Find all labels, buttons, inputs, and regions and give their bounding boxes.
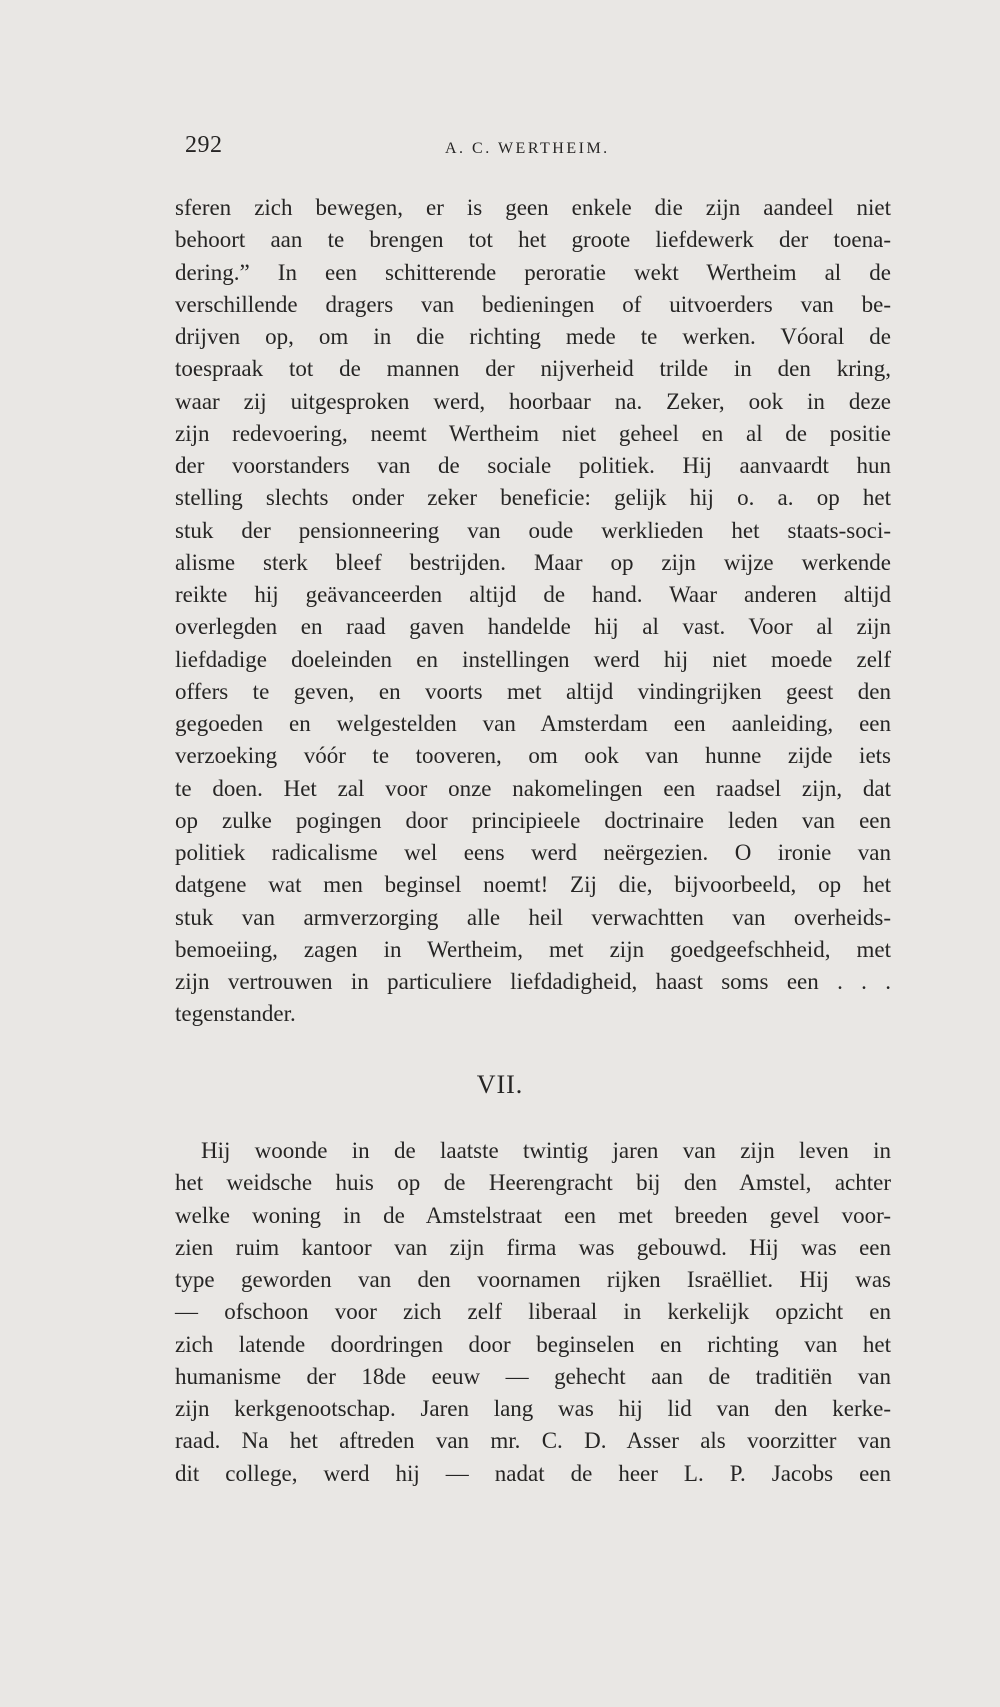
page-number: 292 (185, 132, 223, 158)
text-line: bemoeiing, zagen in Wertheim, met zijn goedgeefschheid, met (175, 936, 891, 962)
text-line: type geworden van den voornamen rijken Israëlliet. Hij was (175, 1267, 891, 1292)
text-line: het weidsche huis op de Heerengracht bij den Amstel, achter (175, 1170, 891, 1196)
text-line: zijn vertrouwen in particuliere liefdadigheid, haast soms een . . . (175, 969, 891, 994)
text-line: te doen. Het zal voor onze nakomelingen een raadsel zijn, dat (175, 775, 891, 801)
text-line: dit college, werd hij — nadat de heer L. P. Jacobs een (175, 1460, 891, 1486)
text-line: overlegden en raad gaven handelde hij al vast. Voor al zijn (175, 614, 891, 640)
text-line: welke woning in de Amstelstraat een met breeden gevel voor- (175, 1202, 891, 1228)
text-line: raad. Na het aftreden van mr. C. D. Asser als voorzitter van (175, 1428, 891, 1454)
text-line: verschillende dragers van bedieningen of uitvoerders van be- (175, 291, 891, 317)
text-line: politiek radicalisme wel eens werd neërgezien. O ironie van (175, 840, 891, 865)
text-line: reikte hij geävanceerden altijd de hand. Waar anderen altijd (175, 582, 891, 607)
running-head: A. C. WERTHEIM. (445, 140, 610, 157)
text-line: behoort aan te brengen tot het groote liefdewerk der toena- (175, 227, 891, 253)
text-line: waar zij uitgesproken werd, hoorbaar na. Zeker, ook in deze (175, 388, 891, 414)
paragraph-section-vii (175, 1135, 891, 1490)
text-line: zien ruim kantoor van zijn firma was gebouwd. Hij was een (175, 1234, 891, 1260)
section-heading: VII. (476, 1070, 524, 1099)
text-line: stuk der pensionneering van oude werklieden het staats-soci- (175, 517, 891, 543)
text-line: stuk van armverzorging alle heil verwachtten van overheids- (175, 904, 891, 930)
text-line: gegoeden en welgestelden van Amsterdam een aanleiding, een (175, 711, 891, 736)
text-line: tegenstander. (175, 1001, 296, 1027)
text-line: liefdadige doeleinden en instellingen werd hij niet moede zelf (175, 646, 891, 672)
text-line: alisme sterk bleef bestrijden. Maar op zijn wijze werkende (175, 549, 891, 575)
text-line: Hij woonde in de laatste twintig jaren van zijn leven in (201, 1138, 891, 1163)
page-header (175, 132, 895, 166)
text-line: der voorstanders van de sociale politiek. Hij aanvaardt hun (175, 453, 891, 478)
text-line: dering.” In een schitterende peroratie wekt Wertheim al de (175, 259, 891, 285)
paragraph-continued (175, 192, 891, 1031)
text-line: zich latende doordringen door beginselen en richting van het (175, 1331, 891, 1357)
text-line: toespraak tot de mannen der nijverheid trilde in den kring, (175, 356, 891, 382)
text-line: offers te geven, en voorts met altijd vindingrijken geest den (175, 678, 891, 704)
text-line: zijn redevoering, neemt Wertheim niet geheel en al de positie (175, 420, 891, 446)
text-line: datgene wat men beginsel noemt! Zij die, bijvoorbeeld, op het (175, 872, 891, 898)
text-line: drijven op, om in die richting mede te werken. Vóoral de (175, 324, 891, 349)
text-line: verzoeking vóór te tooveren, om ook van hunne zijde iets (175, 743, 891, 769)
text-line: sferen zich bewegen, er is geen enkele die zijn aandeel niet (175, 195, 891, 220)
text-line: zijn kerkgenootschap. Jaren lang was hij lid van den kerke- (175, 1396, 891, 1421)
text-line: humanisme der 18de eeuw — gehecht aan de traditiën van (175, 1363, 891, 1389)
text-line: — ofschoon voor zich zelf liberaal in kerkelijk opzicht en (175, 1299, 891, 1325)
text-line: op zulke pogingen door principieele doctrinaire leden van een (175, 807, 891, 833)
text-line: stelling slechts onder zeker beneficie: gelijk hij o. a. op het (175, 485, 891, 511)
